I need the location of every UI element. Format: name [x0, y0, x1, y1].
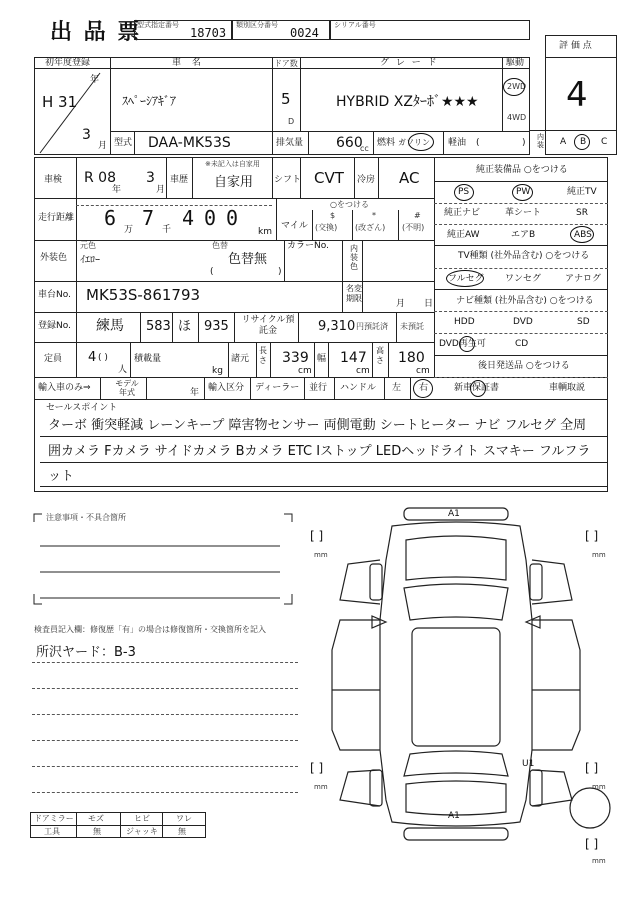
- car-damage-diagram: [300, 500, 630, 870]
- tv-type-title: TV種類 (社外品含む) ○をつける: [458, 251, 590, 261]
- repaint-paren-open: (: [210, 267, 214, 277]
- recycle-unit: 円預託済: [356, 322, 388, 331]
- height-unit: cm: [416, 366, 430, 376]
- grade-label: グ レ ー ド: [380, 58, 439, 68]
- tv-analog: アナログ: [565, 274, 602, 284]
- navi-sd: SD: [577, 317, 590, 327]
- equip-abs-circle: [570, 226, 594, 243]
- mileage-digit-5: 0: [226, 206, 239, 230]
- reg-class: 583: [146, 319, 171, 334]
- dvd-play-circle: [459, 336, 475, 352]
- repaint-paren-close: ): [278, 267, 282, 277]
- serial-label: シリアル番号: [334, 21, 376, 29]
- equip-navi: 純正ナビ: [444, 208, 481, 218]
- model-year-unit: 年: [190, 388, 200, 398]
- car-name-label: 車 名: [172, 58, 205, 68]
- tire-bracket-fr: [ ]: [585, 529, 599, 543]
- name-change-month: 月: [396, 299, 406, 309]
- recycle-label: リサイクル預託金: [241, 315, 295, 336]
- drive-2wd-circle: [503, 78, 525, 96]
- exch-sym: $: [330, 211, 336, 220]
- recycle-none: 未預託: [400, 322, 424, 331]
- shaken-month: 3: [146, 170, 155, 186]
- kg-unit: kg: [212, 366, 223, 376]
- displacement-label: 排気量: [276, 138, 304, 148]
- wid-label: 幅: [317, 354, 327, 364]
- acc-tools: 工具: [44, 827, 60, 836]
- mod-sym: *: [372, 211, 376, 220]
- fuel-diesel: 軽油: [448, 138, 467, 148]
- import-type-label: 輸入区分: [208, 383, 245, 393]
- first-reg-year: H 31: [42, 93, 78, 111]
- ac-label: 冷房: [357, 175, 376, 185]
- import-parallel: 並行: [309, 383, 328, 393]
- capacity-value: 4: [88, 350, 97, 365]
- first-reg-label: 初年度登録: [45, 58, 91, 68]
- acc-tools-val: 無: [93, 827, 101, 836]
- drive-2wd: 2WD: [507, 82, 527, 91]
- name-change-day: 日: [424, 299, 434, 309]
- equip-sr: SR: [576, 208, 588, 218]
- shaken-value: R 08: [84, 170, 116, 186]
- cc-unit: cc: [360, 144, 369, 153]
- acc-mirror: ドアミラー: [34, 814, 74, 823]
- tire-mm-fl: mm: [314, 551, 328, 559]
- sheet-title: 出 品 票: [50, 20, 142, 45]
- paren-close: ): [522, 138, 526, 148]
- import-dealer: ディーラー: [255, 383, 300, 393]
- name-change-label: 名変期限: [346, 284, 362, 303]
- chassis-value: MK53S-861793: [86, 286, 201, 304]
- fuel-gasoline-circle: [408, 133, 434, 151]
- later-title: 後日発送品 ○をつける: [478, 361, 570, 371]
- paren-open: (: [476, 138, 480, 148]
- unk-sym: #: [414, 211, 421, 220]
- later-manual: 車輌取説: [549, 383, 586, 393]
- model-year-label: モデル年式: [115, 379, 139, 397]
- category-label: 類別区分番号: [236, 21, 278, 29]
- interior-b: B: [580, 137, 587, 147]
- unk-label: (不明): [402, 223, 425, 232]
- navi-cd: CD: [515, 339, 529, 349]
- interior-b-circle: [574, 134, 590, 150]
- equip-title: 純正装備品 ○をつける: [476, 165, 568, 175]
- model-type-label: 型式: [114, 138, 133, 148]
- month-unit: 月: [98, 141, 108, 151]
- score-label: 評 価 点: [559, 41, 592, 51]
- mileage-digit-3: 4: [182, 206, 195, 230]
- navi-dvd-play: DVD再生可: [439, 339, 486, 349]
- handle-label: ハンドル: [340, 383, 377, 393]
- navi-type-title: ナビ種類 (社外品含む) ○をつける: [456, 296, 594, 306]
- capacity-label: 定員: [44, 354, 63, 364]
- first-reg-month: 3: [82, 127, 91, 143]
- length-unit: cm: [298, 366, 312, 376]
- model-type-value: DAA-MK53S: [148, 135, 231, 151]
- color-no-label: カラーNo.: [287, 241, 329, 251]
- orig-color-label: 元色: [80, 241, 96, 250]
- int-color-label: 内装色: [350, 244, 358, 271]
- equip-leather: 革シート: [505, 208, 542, 218]
- width-unit: cm: [356, 366, 370, 376]
- tire-mm-rr: mm: [592, 783, 606, 791]
- displacement-value: 660: [336, 135, 363, 151]
- notes-label: 注意事項・不具合箇所: [46, 513, 126, 522]
- score-value: 4: [566, 75, 588, 115]
- color-label: 外装色: [40, 253, 68, 263]
- ac-value: AC: [399, 169, 420, 187]
- mile-label: マイル: [281, 221, 308, 231]
- navi-dvd: DVD: [513, 317, 533, 327]
- navi-hdd: HDD: [454, 317, 475, 327]
- sales-line-2: 囲カメラ Fカメラ サイドカメラ Bカメラ ETC Iストップ LEDヘッドライト スマキー フルフラ: [48, 444, 591, 459]
- recycle-value: 9,310: [318, 319, 356, 334]
- dims-label: 諸元: [231, 354, 250, 364]
- exch-label: (交換): [315, 223, 338, 232]
- len-label: 長さ: [259, 346, 267, 365]
- category-value: 0024: [290, 26, 319, 40]
- tv-fullseg-circle: [446, 270, 484, 287]
- doors-value: 5: [281, 90, 291, 108]
- interior-a: A: [560, 137, 567, 147]
- drive-label: 駆動: [506, 58, 525, 68]
- tv-oneseg: ワンセグ: [505, 274, 542, 284]
- acc-jack: ジャッキ: [126, 827, 158, 836]
- equip-aw: 純正AW: [447, 230, 480, 240]
- notes-frame: [28, 512, 298, 608]
- tire-bracket-rl: [ ]: [310, 761, 324, 775]
- grade-value: HYBRID XZﾀｰﾎﾞ★★★: [336, 94, 479, 110]
- history-label: 車歴: [170, 175, 189, 185]
- orig-color-value: ｲｴﾛｰ: [80, 255, 100, 266]
- year-unit: 年: [90, 75, 100, 85]
- damage-front: A1: [448, 509, 460, 519]
- equip-pw-circle: [512, 184, 533, 201]
- hgt-label: 高さ: [376, 346, 384, 365]
- inspector-label: 検査員記入欄：修復歴「有」の場合は修復箇所・交換箇所を記入: [34, 625, 266, 634]
- warranty-circle: [470, 380, 486, 397]
- equip-tv: 純正TV: [567, 187, 597, 197]
- doors-label: ドア数: [274, 59, 298, 68]
- sales-line-3: ット: [48, 469, 75, 484]
- import-label: 輸入車のみ⇒: [38, 383, 91, 393]
- reg-kana: ほ: [178, 319, 192, 334]
- equip-ps-circle: [454, 184, 474, 201]
- acc-mirror-val: モズ: [88, 814, 104, 823]
- man-unit: 万: [124, 225, 134, 235]
- shaken-month-unit: 月: [156, 185, 166, 195]
- fuel-gasoline: ガソリン: [398, 138, 430, 147]
- shift-label: シフト: [274, 175, 302, 185]
- acc-ware: ワレ: [176, 814, 192, 823]
- tire-mm-spare: mm: [592, 857, 606, 865]
- load-label: 積載量: [134, 354, 162, 364]
- sales-label: セールスポイント: [46, 403, 118, 413]
- km-unit: km: [258, 227, 272, 237]
- damage-rear: A1: [448, 811, 460, 821]
- mod-label: (改ざん): [355, 223, 386, 232]
- handle-left: 左: [392, 383, 402, 393]
- fuel-label: 燃料: [377, 138, 396, 148]
- history-value: 自家用: [214, 175, 254, 190]
- interior-c: C: [601, 137, 608, 147]
- chassis-label: 車台No.: [38, 290, 71, 300]
- later-warranty: 新車保証書: [454, 383, 500, 393]
- circle-note: ○をつける: [330, 200, 369, 209]
- tire-bracket-fl: [ ]: [310, 529, 324, 543]
- tire-mm-rl: mm: [314, 783, 328, 791]
- repaint-value: 色替無: [228, 252, 268, 267]
- interior-label: 内装: [537, 133, 544, 149]
- equip-ps: PS: [458, 187, 470, 197]
- yard-location: 所沢ヤード：B-3: [36, 645, 136, 660]
- acc-jack-val: 無: [178, 827, 186, 836]
- equip-abs: ABS: [574, 230, 592, 240]
- reg-num: 935: [204, 319, 229, 334]
- person-unit: 人: [118, 365, 128, 375]
- model-designation-label: 型式指定番号: [137, 21, 179, 29]
- repaint-label: 色替: [212, 241, 228, 250]
- doors-suffix: D: [288, 117, 295, 126]
- mileage-digit-2: 7: [142, 206, 155, 230]
- capacity-paren: ( ): [98, 353, 108, 363]
- mileage-digit-4: 0: [204, 206, 217, 230]
- handle-right: 右: [419, 383, 429, 393]
- mileage-digit-1: 6: [104, 206, 117, 230]
- handle-right-circle: [413, 379, 433, 398]
- sen-unit: 千: [162, 225, 172, 235]
- shift-value: CVT: [314, 169, 344, 187]
- height-value: 180: [398, 350, 425, 366]
- drive-4wd: 4WD: [507, 113, 527, 122]
- tire-bracket-spare: [ ]: [585, 837, 599, 851]
- damage-u1: U1: [522, 759, 535, 769]
- tv-fullseg: フルセグ: [448, 274, 484, 284]
- sales-line-1: ターボ 衝突軽減 レーンキープ 障害物センサー 両側電動 シートヒーター ナビ フルセグ 全周: [48, 418, 587, 433]
- acc-hibi: ヒビ: [134, 814, 150, 823]
- equip-airbag: エアB: [511, 230, 536, 240]
- model-designation-value: 18703: [190, 26, 227, 40]
- tire-mm-fr: mm: [592, 551, 606, 559]
- equip-pw: PW: [516, 187, 531, 197]
- private-note: ※未記入は自家用: [205, 160, 260, 168]
- tire-bracket-rr: [ ]: [585, 761, 599, 775]
- width-value: 147: [340, 350, 367, 366]
- length-value: 339: [282, 350, 309, 366]
- shaken-year-unit: 年: [112, 185, 122, 195]
- mileage-label: 走行距離: [38, 213, 75, 223]
- car-name-value: ｽﾍﾟｰｼｱｷﾞｱ: [122, 94, 177, 108]
- reg-area: 練馬: [96, 318, 124, 334]
- shaken-label: 車検: [44, 175, 63, 185]
- reg-label: 登録No.: [38, 321, 71, 331]
